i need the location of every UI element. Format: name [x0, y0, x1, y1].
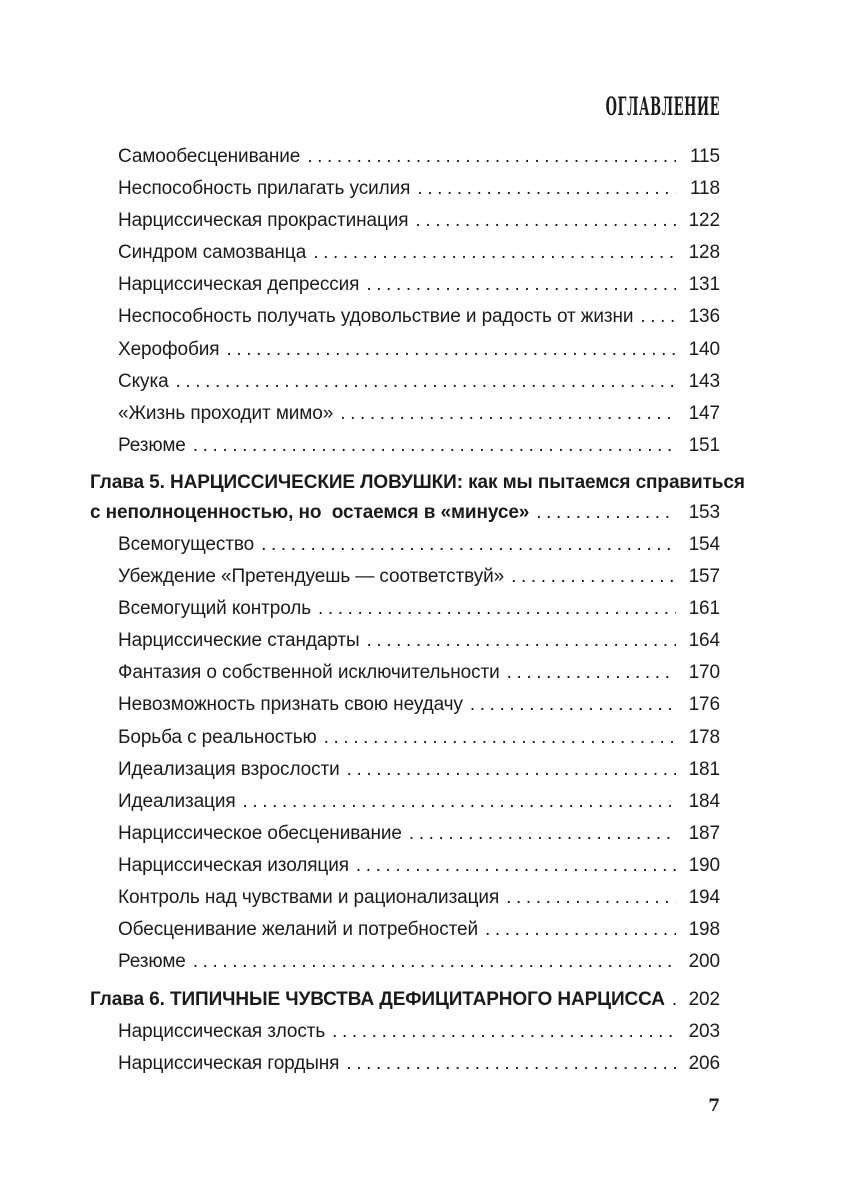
toc-entry [90, 657, 720, 689]
toc-entry [90, 593, 720, 625]
toc-entry-page: 131 [688, 274, 720, 296]
toc-entry [90, 1016, 720, 1048]
toc-entry-page: 128 [688, 242, 720, 264]
toc-entry-label: Всемогущество [118, 533, 255, 555]
toc-entry-label: Нарциссическая злость [118, 1021, 326, 1043]
toc-entry-label: Неспособность прилагать усилия [118, 178, 411, 200]
toc-entry-label: Нарциссическая прокрастинация [118, 210, 409, 232]
toc-entry-page: 157 [688, 566, 720, 588]
toc-entry-label: Всемогущий контроль [118, 598, 312, 620]
toc-entry-label: Резюме [118, 951, 186, 973]
toc-entry-label: Глава 6. ТИПИЧНЫЕ ЧУВСТВА ДЕФИЦИТАРНОГО НАРЦИССА [90, 989, 665, 1011]
toc-entry-label: Резюме [118, 434, 186, 456]
dot-leader [507, 657, 676, 689]
dot-leader [347, 754, 676, 786]
toc-entry-label: Борьба с реальностью [118, 726, 317, 748]
toc-entry-page: 136 [688, 306, 720, 328]
toc-entry [90, 398, 720, 430]
toc-entry-row [90, 430, 720, 462]
dot-leader [485, 914, 676, 946]
toc-entry-label: Нарциссическая изоляция [118, 854, 349, 876]
toc-entry [90, 430, 720, 462]
toc-entry-row [90, 269, 720, 301]
toc-entry-row [90, 205, 720, 237]
dot-leader [511, 561, 676, 593]
toc-entry [90, 722, 720, 754]
dot-leader [417, 173, 676, 205]
toc-entry-label: «Жизнь проходит мимо» [118, 402, 334, 424]
dot-leader [193, 946, 676, 978]
toc-entry-row [90, 818, 720, 850]
dot-leader [415, 205, 676, 237]
toc-entry-page: 122 [688, 210, 720, 232]
dot-leader [366, 269, 676, 301]
toc-entry [90, 301, 720, 333]
toc-entry-label: Неспособность получать удовольствие и радость от жизни [118, 306, 634, 328]
dot-leader [307, 141, 676, 173]
toc-entry-row [90, 946, 720, 978]
toc-entry-label: Нарциссическая гордыня [118, 1053, 340, 1075]
toc-entry-row [90, 334, 720, 366]
toc-entry-row [90, 498, 720, 529]
toc-entry [90, 141, 720, 173]
dot-leader [367, 625, 676, 657]
toc-entry-page: 161 [688, 598, 720, 620]
toc-entry [90, 205, 720, 237]
toc-entry-label: с неполноценностью, но остаемся в «минусе» [90, 502, 530, 524]
toc-entry-page: 176 [688, 694, 720, 716]
toc-entry-label: Херофобия [118, 338, 220, 360]
toc-entry [90, 366, 720, 398]
dot-leader [672, 984, 676, 1016]
toc-entry-label: Скука [118, 370, 169, 392]
toc-entry-row [90, 1048, 720, 1080]
toc-entry-row [90, 529, 720, 561]
toc-entry-page: 181 [688, 758, 720, 780]
dot-leader [324, 722, 676, 754]
toc-entry-page: 206 [688, 1053, 720, 1075]
toc-entry-page: 200 [688, 951, 720, 973]
toc-entry [90, 237, 720, 269]
toc-entry-page: 140 [688, 338, 720, 360]
toc-entry-page: 203 [688, 1021, 720, 1043]
toc-entry-page: 164 [688, 630, 720, 652]
toc-entry-page: 184 [688, 790, 720, 812]
toc-entry-row [90, 914, 720, 946]
toc-entry-page: 178 [688, 726, 720, 748]
toc-entry-row [90, 689, 720, 721]
dot-leader [226, 334, 676, 366]
toc-entry-page: 170 [688, 662, 720, 684]
toc-entry [90, 786, 720, 818]
toc-entry [90, 882, 720, 914]
toc-entry-row [90, 301, 720, 333]
toc-entry-label: Идеализация [118, 790, 236, 812]
dot-leader [536, 498, 676, 529]
toc-entry-label: Нарциссическое обесценивание [118, 822, 402, 844]
toc-entry-row [90, 882, 720, 914]
table-of-contents [90, 141, 745, 1081]
dot-leader [176, 366, 676, 398]
toc-entry-page: 202 [688, 989, 720, 1011]
toc-entry-row [90, 657, 720, 689]
toc-entry-row [90, 141, 720, 173]
toc-chapter-entry [90, 984, 720, 1016]
dot-leader [470, 689, 676, 721]
toc-entry [90, 914, 720, 946]
dot-leader [261, 529, 676, 561]
toc-entry [90, 269, 720, 301]
toc-entry-page: 147 [688, 402, 720, 424]
toc-entry-label: Невозможность признать свою неудачу [118, 694, 463, 716]
dot-leader [340, 398, 676, 430]
toc-entry [90, 625, 720, 657]
toc-entry-row [90, 366, 720, 398]
dot-leader [640, 301, 676, 333]
toc-entry-label: Фантазия о собственной исключительности [118, 662, 500, 684]
toc-entry [90, 754, 720, 786]
toc-entry [90, 850, 720, 882]
toc-entry-row [90, 984, 720, 1016]
toc-entry [90, 946, 720, 978]
toc-entry-row [90, 625, 720, 657]
toc-entry-page: 143 [688, 370, 720, 392]
toc-entry-row [90, 850, 720, 882]
running-head: ОГЛАВЛЕНИЕ [605, 92, 720, 121]
toc-entry-row [90, 398, 720, 430]
folio-page-number: 7 [708, 1096, 720, 1116]
toc-entry-row [90, 237, 720, 269]
toc-entry-row [90, 1016, 720, 1048]
dot-leader [332, 1016, 676, 1048]
toc-entry-row [90, 722, 720, 754]
toc-entry-page: 151 [688, 434, 720, 456]
toc-entry [90, 1048, 720, 1080]
toc-entry-label: Самообесценивание [118, 146, 301, 167]
toc-entry-page: 153 [688, 502, 720, 524]
toc-entry [90, 818, 720, 850]
toc-entry-page: 187 [688, 822, 720, 844]
toc-entry [90, 689, 720, 721]
toc-entry [90, 529, 720, 561]
dot-leader [346, 1048, 676, 1080]
toc-entry-label: Контроль над чувствами и рационализация [118, 886, 500, 908]
dot-leader [318, 593, 676, 625]
toc-entry [90, 561, 720, 593]
toc-entry-page: 198 [688, 919, 720, 941]
dot-leader [356, 850, 676, 882]
toc-entry-row [90, 173, 720, 205]
toc-entry [90, 173, 720, 205]
toc-entry-label: Убеждение «Претендуешь — соответствуй» [118, 566, 505, 588]
toc-entry-label: Нарциссическая депрессия [118, 274, 360, 296]
toc-entry [90, 334, 720, 366]
toc-entry-page: 118 [690, 178, 720, 200]
toc-entry-label: Обесценивание желаний и потребностей [118, 919, 479, 941]
dot-leader [409, 818, 676, 850]
toc-entry-row [90, 593, 720, 625]
toc-entry-row [90, 754, 720, 786]
toc-entry-row [90, 786, 720, 818]
toc-entry-page: 190 [688, 854, 720, 876]
toc-entry-page: 115 [690, 146, 720, 167]
toc-entry-label: Нарциссические стандарты [118, 630, 360, 652]
dot-leader [243, 786, 676, 818]
toc-chapter-entry [90, 468, 745, 529]
dot-leader [506, 882, 676, 914]
toc-entry-page: 154 [688, 533, 720, 555]
toc-entry-row [90, 561, 720, 593]
dot-leader [313, 237, 676, 269]
toc-entry-label: Идеализация взрослости [118, 758, 340, 780]
dot-leader [193, 430, 676, 462]
toc-entry-page: 194 [688, 886, 720, 908]
toc-entry-label: Синдром самозванца [118, 242, 307, 264]
toc-entry-label: Глава 5. НАРЦИССИЧЕСКИЕ ЛОВУШКИ: как мы пытаемся справиться [90, 471, 745, 493]
